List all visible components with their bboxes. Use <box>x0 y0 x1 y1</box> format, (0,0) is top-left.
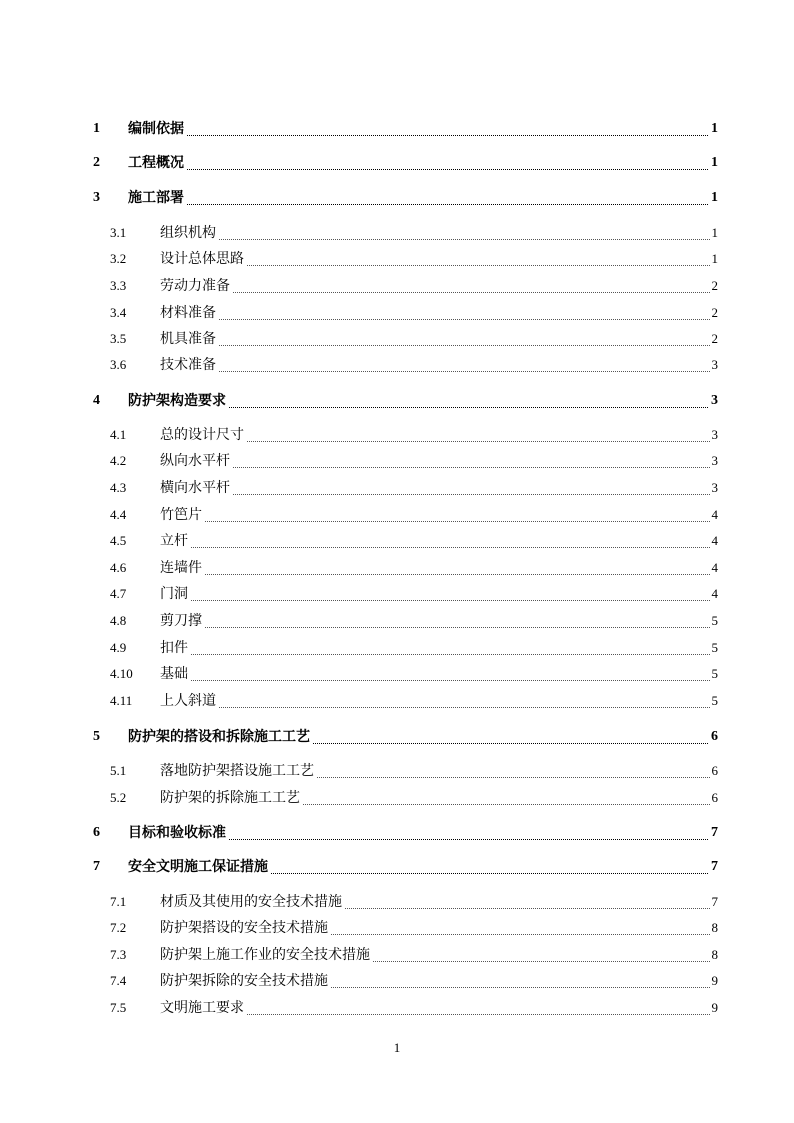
toc-entry-page-number: 7 <box>709 855 718 879</box>
toc-entry-title: 防护架上施工作业的安全技术措施 <box>160 943 372 967</box>
toc-section-entry[interactable] <box>0 969 794 993</box>
toc-entry-title: 文明施工要求 <box>160 996 246 1020</box>
toc-section-entry[interactable] <box>0 943 794 967</box>
toc-entry-page-number: 6 <box>709 725 718 749</box>
toc-chapter-entry[interactable] <box>0 117 794 141</box>
toc-entry-number: 5 <box>93 729 100 744</box>
toc-entry-title: 机具准备 <box>160 327 218 351</box>
toc-entry-title: 材质及其使用的安全技术措施 <box>160 890 344 914</box>
toc-section-entry[interactable] <box>0 503 794 527</box>
toc-entry-title: 防护架拆除的安全技术措施 <box>160 969 330 993</box>
toc-entry-title: 防护架构造要求 <box>128 389 228 413</box>
toc-section-entry[interactable] <box>0 327 794 351</box>
toc-entry-page-number: 4 <box>710 529 719 553</box>
toc-entry-page-number: 2 <box>710 301 719 325</box>
toc-entry-title: 门洞 <box>160 582 190 606</box>
toc-entry-number: 2 <box>93 155 100 170</box>
toc-entry-title: 连墙件 <box>160 556 204 580</box>
toc-section-entry[interactable] <box>0 636 794 660</box>
toc-dot-leader <box>130 117 714 141</box>
toc-entry-title: 纵向水平杆 <box>160 449 232 473</box>
toc-entry-title: 设计总体思路 <box>160 247 246 271</box>
toc-entry-number: 7 <box>93 859 100 874</box>
toc-entry-title: 技术准备 <box>160 353 218 377</box>
toc-entry-page-number: 5 <box>710 689 719 713</box>
toc-entry-number: 4.11 <box>110 693 133 708</box>
toc-dot-leader <box>162 476 714 500</box>
toc-entry-title: 落地防护架搭设施工工艺 <box>160 759 316 783</box>
toc-entry-page-number: 5 <box>710 609 719 633</box>
toc-entry-number: 4.6 <box>110 560 127 575</box>
toc-entry-number: 7.2 <box>110 920 127 935</box>
toc-entry-page-number: 7 <box>710 890 719 914</box>
toc-entry-title: 目标和验收标准 <box>128 821 228 845</box>
toc-entry-number: 7.1 <box>110 894 127 909</box>
toc-entry-title: 横向水平杆 <box>160 476 232 500</box>
toc-dot-leader <box>162 301 714 325</box>
toc-chapter-entry[interactable] <box>0 725 794 749</box>
toc-entry-page-number: 3 <box>710 476 719 500</box>
toc-entry-title: 劳动力准备 <box>160 274 232 298</box>
toc-section-entry[interactable] <box>0 759 794 783</box>
toc-entry-number: 4.3 <box>110 480 127 495</box>
toc-entry-title: 组织机构 <box>160 221 218 245</box>
toc-entry-number: 7.5 <box>110 1000 127 1015</box>
toc-entry-title: 材料准备 <box>160 301 218 325</box>
toc-section-entry[interactable] <box>0 529 794 553</box>
toc-entry-number: 4.8 <box>110 613 127 628</box>
page-number-footer: 1 <box>393 1040 401 1055</box>
toc-section-entry[interactable] <box>0 274 794 298</box>
toc-entry-number: 3.3 <box>110 278 127 293</box>
toc-entry-number: 3.1 <box>110 225 127 240</box>
toc-entry-number: 4 <box>93 393 100 408</box>
toc-entry-page-number: 3 <box>710 449 719 473</box>
toc-chapter-entry[interactable] <box>0 389 794 413</box>
toc-section-entry[interactable] <box>0 609 794 633</box>
toc-entry-number: 3.4 <box>110 305 127 320</box>
toc-entry-number: 4.1 <box>110 427 127 442</box>
toc-entry-number: 7.3 <box>110 947 127 962</box>
toc-dot-leader <box>162 636 714 660</box>
toc-chapter-entry[interactable] <box>0 151 794 175</box>
toc-entry-page-number: 1 <box>709 186 718 210</box>
toc-entry-page-number: 5 <box>710 662 719 686</box>
toc-entry-title: 安全文明施工保证措施 <box>128 855 270 879</box>
toc-section-entry[interactable] <box>0 689 794 713</box>
toc-section-entry[interactable] <box>0 301 794 325</box>
toc-entry-page-number: 4 <box>710 582 719 606</box>
toc-entry-page-number: 1 <box>710 221 719 245</box>
toc-entry-title: 立杆 <box>160 529 190 553</box>
toc-entry-page-number: 8 <box>710 916 719 940</box>
toc-entry-title: 施工部署 <box>128 186 186 210</box>
toc-dot-leader <box>162 503 714 527</box>
toc-entry-page-number: 1 <box>709 117 718 141</box>
toc-entry-number: 4.4 <box>110 507 127 522</box>
toc-dot-leader <box>130 151 714 175</box>
toc-entry-number: 4.5 <box>110 533 127 548</box>
toc-dot-leader <box>162 609 714 633</box>
toc-dot-leader <box>162 662 714 686</box>
toc-dot-leader <box>162 449 714 473</box>
toc-chapter-entry[interactable] <box>0 186 794 210</box>
toc-entry-number: 4.7 <box>110 586 127 601</box>
toc-entry-title: 工程概况 <box>128 151 186 175</box>
toc-entry-page-number: 9 <box>710 996 719 1020</box>
toc-entry-page-number: 3 <box>709 389 718 413</box>
toc-entry-number: 3 <box>93 190 100 205</box>
toc-entry-number: 3.2 <box>110 251 127 266</box>
toc-entry-page-number: 1 <box>710 247 719 271</box>
toc-dot-leader <box>162 556 714 580</box>
toc-section-entry[interactable] <box>0 996 794 1020</box>
toc-section-entry[interactable] <box>0 423 794 447</box>
toc-entry-page-number: 4 <box>710 503 719 527</box>
toc-entry-page-number: 3 <box>710 423 719 447</box>
toc-section-entry[interactable] <box>0 786 794 810</box>
toc-entry-page-number: 9 <box>710 969 719 993</box>
toc-section-entry[interactable] <box>0 221 794 245</box>
toc-section-entry[interactable] <box>0 449 794 473</box>
toc-entry-page-number: 6 <box>710 786 719 810</box>
toc-entry-number: 5.1 <box>110 763 127 778</box>
toc-entry-number: 4.9 <box>110 640 127 655</box>
toc-chapter-entry[interactable] <box>0 855 794 879</box>
toc-dot-leader <box>162 582 714 606</box>
toc-entry-page-number: 2 <box>710 274 719 298</box>
toc-entry-page-number: 3 <box>710 353 719 377</box>
toc-entry-number: 7.4 <box>110 973 127 988</box>
toc-entry-page-number: 1 <box>709 151 718 175</box>
toc-entry-number: 4.10 <box>110 666 133 681</box>
toc-section-entry[interactable] <box>0 353 794 377</box>
toc-dot-leader <box>162 353 714 377</box>
toc-dot-leader <box>162 529 714 553</box>
toc-section-entry[interactable] <box>0 476 794 500</box>
toc-dot-leader <box>162 689 714 713</box>
toc-entry-title: 防护架的拆除施工工艺 <box>160 786 302 810</box>
toc-entry-page-number: 8 <box>710 943 719 967</box>
toc-entry-title: 扣件 <box>160 636 190 660</box>
toc-entry-number: 6 <box>93 825 100 840</box>
toc-entry-number: 3.6 <box>110 357 127 372</box>
toc-section-entry[interactable] <box>0 916 794 940</box>
toc-dot-leader <box>162 221 714 245</box>
toc-entry-number: 4.2 <box>110 453 127 468</box>
toc-section-entry[interactable] <box>0 662 794 686</box>
toc-entry-number: 5.2 <box>110 790 127 805</box>
toc-entry-page-number: 2 <box>710 327 719 351</box>
toc-entry-page-number: 4 <box>710 556 719 580</box>
toc-entry-title: 基础 <box>160 662 190 686</box>
toc-entry-title: 竹笆片 <box>160 503 204 527</box>
toc-entry-title: 防护架的搭设和拆除施工工艺 <box>128 725 312 749</box>
toc-entry-page-number: 5 <box>710 636 719 660</box>
toc-entry-page-number: 7 <box>709 821 718 845</box>
toc-entry-number: 1 <box>93 121 100 136</box>
toc-section-entry[interactable] <box>0 247 794 271</box>
toc-section-entry[interactable] <box>0 890 794 914</box>
toc-entry-number: 3.5 <box>110 331 127 346</box>
toc-chapter-entry[interactable] <box>0 821 794 845</box>
toc-section-entry[interactable] <box>0 556 794 580</box>
toc-dot-leader <box>162 327 714 351</box>
toc-entry-title: 总的设计尺寸 <box>160 423 246 447</box>
toc-entry-page-number: 6 <box>710 759 719 783</box>
toc-dot-leader <box>162 274 714 298</box>
toc-entry-title: 上人斜道 <box>160 689 218 713</box>
toc-dot-leader <box>130 186 714 210</box>
toc-entry-title: 剪刀撑 <box>160 609 204 633</box>
toc-section-entry[interactable] <box>0 582 794 606</box>
toc-entry-title: 编制依据 <box>128 117 186 141</box>
toc-entry-title: 防护架搭设的安全技术措施 <box>160 916 330 940</box>
